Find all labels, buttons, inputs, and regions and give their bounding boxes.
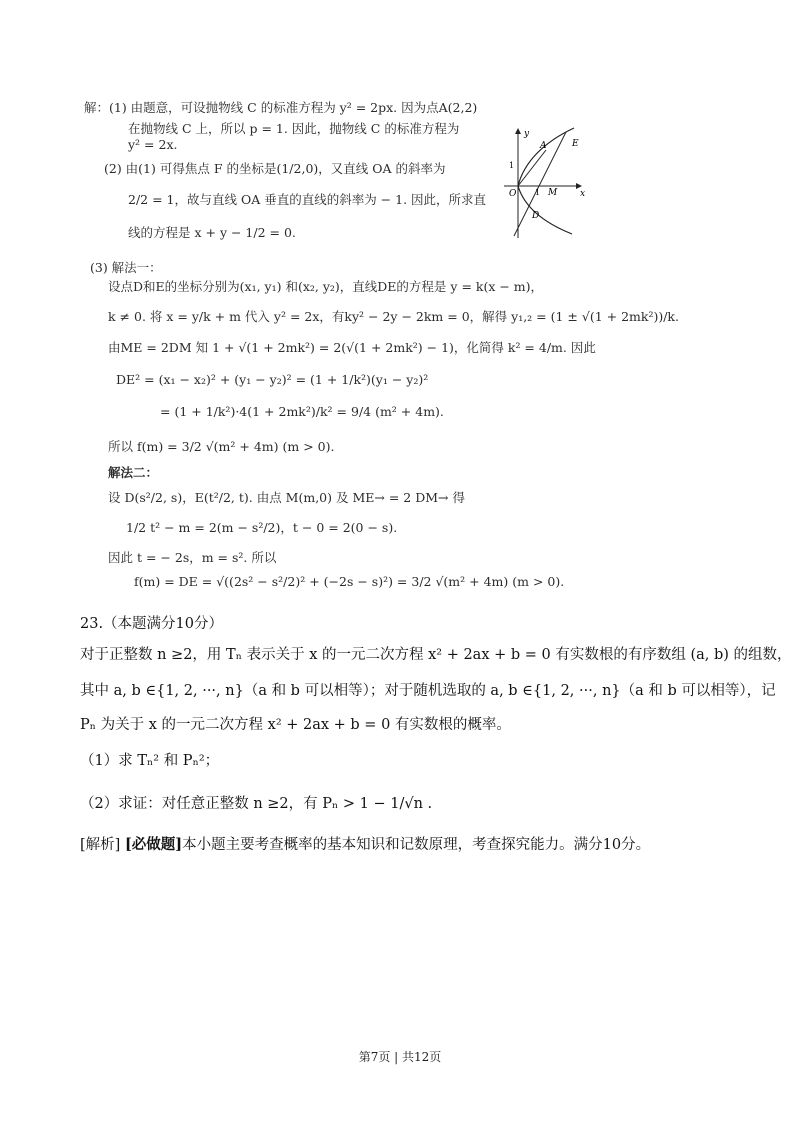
method1-line1: 设点D和E的坐标分别为(x₁, y₁) 和(x₂, y₂)，直线DE的方程是 y = k(x − m)， [108,279,544,294]
graph-label-one-y: 1 [509,161,515,170]
y-axis-arrow [515,128,521,134]
page-footer: 第7页 | 共12页 [358,1050,442,1064]
method1-line6: 所以 f(m) = 3/2 √(m² + 4m) (m > 0). [108,439,335,454]
problem23-line3: Pₙ 为关于 x 的一元二次方程 x² + 2ax + b = 0 有实数根的概率。 [80,717,511,733]
graph-label-o: O [509,189,517,199]
method2-line1: 设 D(s²/2, s)，E(t²/2, t). 由点 M(m,0) 及 ME→ = 2 DM→ 得 [108,490,465,505]
required-badge: [必做题] [124,836,183,853]
solution-part3-title: (3) 解法一： [90,260,162,275]
method1-line5: = (1 + 1/k²)·4(1 + 2mk²)/k² = 9/4 (m² + 4m). [160,404,444,419]
analysis-text: 本小题主要考查概率的基本知识和记数原理，考查探究能力。满分10分。 [182,837,651,853]
method2-title: 解法二： [108,465,159,480]
graph-label-d: D [532,211,540,221]
problem23-header: 23.（本题满分10分） [80,616,224,632]
graph-label-e: E [572,139,579,149]
solution-part1-line3: y² = 2x. [128,137,178,152]
solution-part1-line1: 解：(1) 由题意，可设抛物线 C 的标准方程为 y² = 2px. 因为点A(2,2) [84,100,478,115]
problem23-question2: （2）求证：对任意正整数 n ≥2，有 Pₙ > 1 − 1/√n . [80,796,433,812]
method2-line4: f(m) = DE = √((2s² − s²/2)² + (−2s − s)²) = 3/2 √(m² + 4m) (m > 0). [134,574,565,589]
graph-label-one-x: 1 [535,188,541,197]
solution-part1-line2: 在抛物线 C 上，所以 p = 1. 因此，抛物线 C 的标准方程为 [128,121,460,136]
method1-line3: 由ME = 2DM 知 1 + √(1 + 2mk²) = 2(√(1 + 2mk²) − 1)，化简得 k² = 4/m. 因此 [108,340,596,355]
problem23-line1: 对于正整数 n ≥2，用 Tₙ 表示关于 x 的一元二次方程 x² + 2ax + b = 0 有实数根的有序数组 (a, b) 的组数， [80,647,792,663]
problem23-line2: 其中 a, b ∈{1, 2, ···, n}（a 和 b 可以相等）；对于随机选取的 a, b ∈{1, 2, ···, n}（a 和 b 可以相等），记 [80,683,776,699]
problem23-question1: （1）求 Tₙ² 和 Pₙ²； [80,753,220,769]
analysis-line [80,833,650,854]
solution-part2-line2: 2/2 = 1，故与直线 OA 垂直的直线的斜率为 − 1. 因此，所求直 [128,192,487,207]
solution-part2-line1: (2) 由(1) 可得焦点 F 的坐标是(1/2,0)，又直线 OA 的斜率为 [104,161,446,176]
method1-line2: k ≠ 0. 将 x = y/k + m 代入 y² = 2x，有ky² − 2y − 2km = 0，解得 y₁,₂ = (1 ± √(1 + 2mk²))/k. [108,309,679,324]
graph-label-m: M [548,188,558,198]
analysis-tag: [解析] [80,837,121,853]
parabola-graph [504,122,594,240]
graph-label-x: x [580,189,586,199]
solution-part2-line3: 线的方程是 x + y − 1/2 = 0. [128,225,296,240]
graph-label-a: A [540,141,547,151]
graph-label-y: y [524,129,530,139]
method2-line3: 因此 t = − 2s，m = s². 所以 [108,550,277,565]
method1-line4: DE² = (x₁ − x₂)² + (y₁ − y₂)² = (1 + 1/k²)(y₁ − y₂)² [116,372,429,387]
method2-line2: 1/2 t² − m = 2(m − s²/2)，t − 0 = 2(0 − s). [126,520,398,535]
